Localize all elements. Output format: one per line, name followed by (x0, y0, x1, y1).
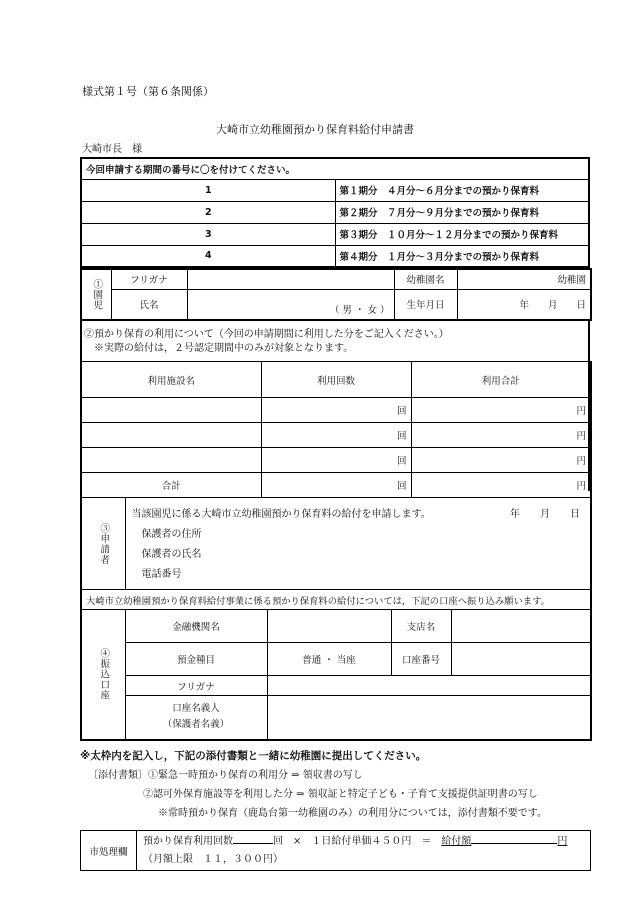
header-total: 利用合計 (411, 362, 591, 398)
holder-furigana-field[interactable] (267, 676, 591, 696)
period-label: 第３期分 １０月分～１２月分までの預かり保育料 (335, 223, 589, 245)
total-row (81, 473, 591, 498)
total-amount-field[interactable]: 円 (411, 473, 591, 498)
usage-note-2: ※実際の給付は，２号認定期間中のみが対象となります。 (94, 343, 354, 354)
attachment-3: ※常時預かり保育（鹿島台第一幼稚園のみ）の利用分については，添付書類不要です。 (158, 808, 547, 819)
account-type-label: 預金種目 (125, 643, 267, 676)
name-field[interactable]: （ 男 ・ 女 ） (187, 289, 394, 320)
facility-field[interactable] (81, 398, 261, 423)
applicant-statement: 当該園児に係る大崎市立幼稚園預かり保育料の給付を申請します。 (131, 509, 431, 520)
section-child: ①園児 (81, 269, 111, 320)
applicant-box (125, 498, 591, 590)
facility-field[interactable] (81, 423, 261, 448)
attachment-1: 〔添付書類〕①緊急一時預かり保育の利用分 ⇒ 領収書の写し (88, 770, 363, 781)
period-label: 第４期分 １月分～３月分までの預かり保育料 (335, 245, 589, 267)
facility-field[interactable] (81, 448, 261, 473)
name-label: 氏名 (111, 289, 187, 320)
period-label: 第１期分 ４月分～６月分までの預かり保育料 (335, 179, 589, 201)
kindergarten-label: 幼稚園名 (394, 269, 457, 289)
account-number-label: 口座番号 (391, 643, 451, 676)
period-row[interactable] (81, 223, 589, 245)
office-line-2: （月額上限 １１，３００円） (143, 854, 283, 865)
amount-field[interactable]: 円 (411, 398, 591, 423)
period-num[interactable]: 1 (81, 179, 335, 201)
kindergarten-field[interactable]: 幼稚園 (457, 269, 591, 289)
page-title: 大崎市立幼稚園預かり保育料給付申請書 (216, 123, 414, 136)
usage-table (80, 361, 592, 498)
period-num[interactable]: 4 (81, 245, 335, 267)
birthdate-field[interactable]: 年 月 日 (457, 289, 591, 320)
table-row (81, 448, 591, 473)
phone-label[interactable]: 電話番号 (141, 569, 182, 580)
addressee: 大崎市長 様 (82, 144, 142, 155)
period-table (80, 157, 590, 268)
office-box (137, 831, 591, 871)
total-label: 合計 (81, 473, 261, 498)
period-row[interactable] (81, 179, 589, 201)
transfer-note: 大崎市立幼稚園預かり保育料給付事業に係る預かり保育料の給付については，下記の口座へ振り込み願います。 (81, 590, 591, 610)
period-num[interactable]: 3 (81, 223, 335, 245)
form-id: 様式第１号（第６条関係） (82, 85, 214, 98)
usage-note-1: ②預かり保育の利用について（今回の申請期間に利用した分をご記入ください。） (84, 329, 449, 340)
section-bank: ④振込口座 (81, 610, 125, 740)
applicant-table (80, 497, 592, 610)
attachment-2: ②認可外保育施設等を利用した分 ⇒ 領収証と特定子ども・子育て支援提供証明書の写し (143, 789, 538, 800)
section-applicant: ③申請者 (81, 498, 125, 590)
furigana-field[interactable] (187, 269, 394, 289)
period-label: 第２期分 ７月分～９月分までの預かり保育料 (335, 201, 589, 223)
child-table (80, 268, 592, 321)
table-row (81, 423, 591, 448)
office-label: 市処理欄 (81, 831, 137, 871)
institution-field[interactable] (267, 610, 391, 643)
birthdate-label: 生年月日 (394, 289, 457, 320)
holder-label: 口座名義人 （保護者名義） (125, 696, 267, 740)
guardian-name-label[interactable]: 保護者の氏名 (141, 549, 202, 560)
holder-field[interactable] (267, 696, 591, 740)
account-number-field[interactable] (451, 643, 591, 676)
bold-note: ※太枠内を記入し，下記の添付書類と一緒に幼稚園に提出してください。 (80, 750, 427, 762)
furigana-label: フリガナ (111, 269, 187, 289)
count-field[interactable]: 回 (261, 448, 411, 473)
header-count: 利用回数 (261, 362, 411, 398)
count-field[interactable]: 回 (261, 423, 411, 448)
total-count-field[interactable]: 回 (261, 473, 411, 498)
branch-field[interactable] (451, 610, 591, 643)
amount-field[interactable]: 円 (411, 423, 591, 448)
holder-furigana-label: フリガナ (125, 676, 267, 696)
address-label[interactable]: 保護者の住所 (141, 529, 202, 540)
table-row (81, 398, 591, 423)
account-type-options[interactable]: 普通 ・ 当座 (267, 643, 391, 676)
count-field[interactable]: 回 (261, 398, 411, 423)
period-row[interactable] (81, 201, 589, 223)
institution-label: 金融機関名 (125, 610, 267, 643)
applicant-date[interactable]: 年 月 日 (510, 509, 580, 520)
period-instruction: 今回申請する期間の番号に〇を付けてください。 (81, 158, 589, 179)
header-facility: 利用施設名 (81, 362, 261, 398)
amount-field[interactable]: 円 (411, 448, 591, 473)
period-row[interactable] (81, 245, 589, 267)
office-table (80, 830, 591, 871)
period-num[interactable]: 2 (81, 201, 335, 223)
office-line-1: 預かり保育利用回数 回 × １日給付単価４５０円 ＝ 給付額 円 (143, 836, 568, 847)
branch-label: 支店名 (391, 610, 451, 643)
bank-table (80, 609, 592, 741)
